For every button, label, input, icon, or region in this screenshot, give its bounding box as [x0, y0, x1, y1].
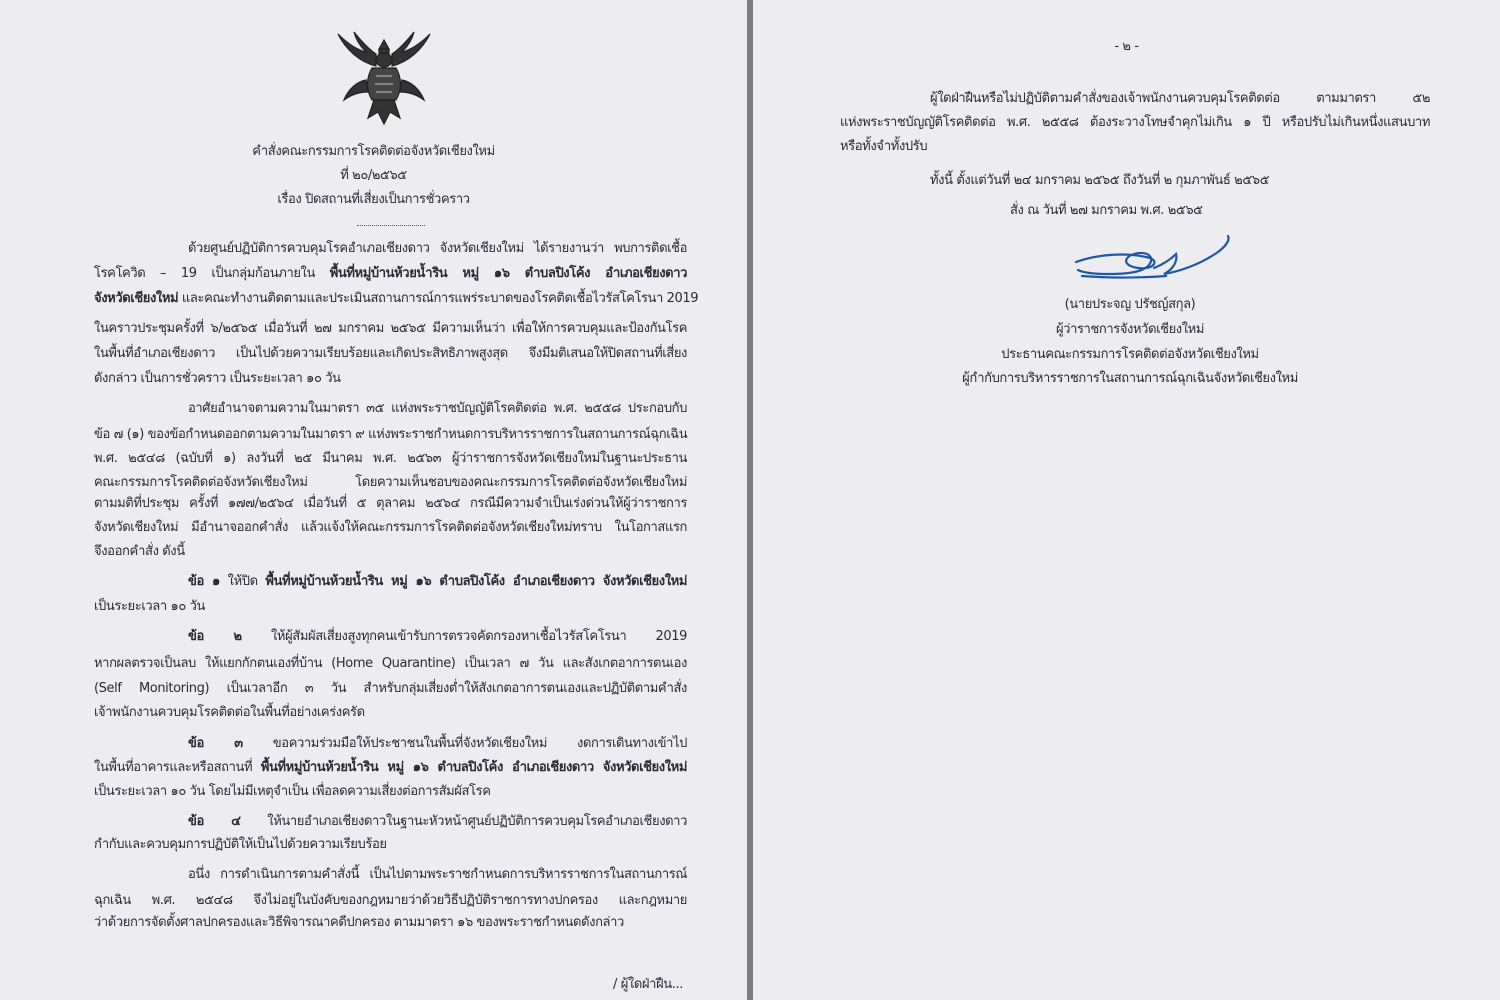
order-number: ที่ ๒๐/๒๕๖๕: [340, 168, 407, 183]
garuda-emblem-icon: [330, 26, 438, 134]
header-divider: [357, 225, 425, 226]
para3-line2: ฉุกเฉิน พ.ศ. ๒๕๔๘ จึงไม่อยู่ในบังคับของกฎหมายว่าด้วยวิธีปฏิบัติราชการทางปกครอง และกฎหมาย: [94, 893, 687, 908]
penalty-line3: หรือทั้งจำทั้งปรับ: [840, 139, 928, 154]
signer-title-1: ผู้ว่าราชการจังหวัดเชียงใหม่: [1055, 322, 1205, 337]
item4-line1: ข้อ ๔ ให้นายอำเภอเชียงดาวในฐานะหัวหน้าศูนย์ปฏิบัติการควบคุมโรคอำเภอเชียงดาว: [188, 814, 687, 829]
para1-line6: ดังกล่าว เป็นการชั่วคราว เป็นระยะเวลา ๑๐ วัน: [94, 371, 341, 386]
page-number: - ๒ -: [1114, 39, 1139, 54]
penalty-line1: ผู้ใดฝ่าฝืนหรือไม่ปฏิบัติตามคำสั่งของเจ้าพนักงานควบคุมโรคติดต่อ ตามมาตรา ๕๒: [930, 91, 1430, 106]
item2-line1: ข้อ ๒ ให้ผู้สัมผัสเสี่ยงสูงทุกคนเข้ารับการตรวจคัดกรองหาเชื้อไวรัสโคโรนา 2019: [188, 629, 687, 644]
item3-line1: ข้อ ๓ ขอความร่วมมือให้ประชาชนในพื้นที่จังหวัดเชียงใหม่ งดการเดินทางเข้าไป: [188, 736, 687, 751]
para1-line2: โรคโควิด – 19 เป็นกลุ่มก้อนภายใน พื้นที่หมู่บ้านห้วยน้ำริน หมู่ ๑๖ ตำบลปิงโค้ง อำเภอเชียงดาว: [94, 266, 688, 281]
item1-line1: ข้อ ๑ ให้ปิด พื้นที่หมู่บ้านห้วยน้ำริน หมู่ ๑๖ ตำบลปิงโค้ง อำเภอเชียงดาว จังหวัดเชียงใหม่: [188, 574, 687, 589]
para3-line1: อนึ่ง การดำเนินการตามคำสั่งนี้ เป็นไปตามพระราชกำหนดการบริหารราชการในสถานการณ์: [188, 867, 687, 882]
para3-line3: ว่าด้วยการจัดตั้งศาลปกครองและวิธีพิจารณาคดีปกครอง ตามมาตรา ๑๖ ของพระราชกำหนดดังกล่าว: [94, 915, 624, 930]
para2-line3: พ.ศ. ๒๕๔๘ (ฉบับที่ ๑) ลงวันที่ ๒๕ มีนาคม พ.ศ. ๒๕๖๓ ผู้ว่าราชการจังหวัดเชียงใหม่ในฐานะประธาน: [94, 451, 687, 466]
para2-line6: จังหวัดเชียงใหม่ มีอำนาจออกคำสั่ง แล้วแจ้งให้คณะกรรมการโรคติดต่อจังหวัดเชียงใหม่ทราบ ในโอกาสแรก: [94, 520, 687, 535]
effective-period: ทั้งนี้ ตั้งแต่วันที่ ๒๔ มกราคม ๒๕๖๕ ถึงวันที่ ๒ กุมภาพันธ์ ๒๕๖๕: [930, 173, 1270, 188]
continuation-note: / ผู้ใดฝ่าฝืน...: [613, 977, 683, 992]
signer-title-3: ผู้กำกับการบริหารราชการในสถานการณ์ฉุกเฉินจังหวัดเชียงใหม่: [962, 371, 1298, 386]
para1-line5: ในพื้นที่อำเภอเชียงดาว เป็นไปด้วยความเรียบร้อยและเกิดประสิทธิภาพสูงสุด จึงมีมติเสนอให้ปิดสถานที่เสี่ยง: [94, 346, 687, 361]
para1-line1: ด้วยศูนย์ปฏิบัติการควบคุมโรคอำเภอเชียงดาว จังหวัดเชียงใหม่ ได้รายงานว่า พบการติดเชื้อ: [188, 241, 687, 256]
para2-line2: ข้อ ๗ (๑) ของข้อกำหนดออกตามความในมาตรา ๙ แห่งพระราชกำหนดการบริหารราชการในสถานการณ์ฉุกเฉิน: [94, 427, 688, 442]
para2-line1: อาศัยอำนาจตามความในมาตรา ๓๕ แห่งพระราชบัญญัติโรคติดต่อ พ.ศ. ๒๕๕๘ ประกอบกับ: [188, 401, 687, 416]
handwritten-signature-icon: [1068, 232, 1236, 292]
para2-line5: ตามมติที่ประชุม ครั้งที่ ๑๗๗/๒๕๖๔ เมื่อวันที่ ๕ ตุลาคม ๒๕๖๔ กรณีมีความจำเป็นเร่งด่วนให้ผู้ว่าราชการ: [94, 496, 687, 511]
para2-line4: คณะกรรมการโรคติดต่อจังหวัดเชียงใหม่ โดยความเห็นชอบของคณะกรรมการโรคติดต่อจังหวัดเชียงใหม่: [94, 475, 687, 490]
item3-line2: ในพื้นที่อาคารและหรือสถานที่ พื้นที่หมู่บ้านห้วยน้ำริน หมู่ ๑๖ ตำบลปิงโค้ง อำเภอเชียงดาว จังหวัดเชียงใหม่: [94, 760, 687, 775]
item2-line3: (Self Monitoring) เป็นเวลาอีก ๓ วัน สำหรับกลุ่มเสี่ยงต่ำให้สังเกตอาการตนเองและปฏิบัติตามคำสั่ง: [94, 681, 687, 696]
para2-line7: จึงออกคำสั่ง ดังนี้: [94, 544, 185, 559]
document-page-2: [753, 0, 1500, 1000]
item3-line3: เป็นระยะเวลา ๑๐ วัน โดยไม่มีเหตุจำเป็น เพื่อลดความเสี่ยงต่อการสัมผัสโรค: [94, 784, 491, 799]
document-page-1: [0, 0, 747, 1000]
signer-name: (นายประจญ ปรัชญ์สกุล): [1064, 297, 1196, 312]
signer-title-2: ประธานคณะกรรมการโรคติดต่อจังหวัดเชียงใหม่: [1001, 347, 1259, 362]
item2-line4: เจ้าพนักงานควบคุมโรคติดต่อในพื้นที่อย่างเคร่งครัด: [94, 705, 365, 720]
para1-line4: ในคราวประชุมครั้งที่ ๖/๒๕๖๕ เมื่อวันที่ ๒๗ มกราคม ๒๕๖๕ มีความเห็นว่า เพื่อให้การควบคุมและป้องกันโรค: [94, 321, 687, 336]
order-subject: เรื่อง ปิดสถานที่เสี่ยงเป็นการชั่วคราว: [277, 192, 470, 207]
item4-line2: กำกับและควบคุมการปฏิบัติให้เป็นไปด้วยความเรียบร้อย: [94, 837, 387, 852]
item1-line2: เป็นระยะเวลา ๑๐ วัน: [94, 599, 205, 614]
penalty-line2: แห่งพระราชบัญญัติโรคติดต่อ พ.ศ. ๒๕๕๘ ต้องระวางโทษจำคุกไม่เกิน ๑ ปี หรือปรับไม่เกินหนึ่งแสนบาท: [840, 115, 1430, 130]
order-title: คำสั่งคณะกรรมการโรคติดต่อจังหวัดเชียงใหม่: [252, 144, 495, 159]
order-date: สั่ง ณ วันที่ ๒๗ มกราคม พ.ศ. ๒๕๖๕: [1010, 203, 1203, 218]
para1-line3: จังหวัดเชียงใหม่ และคณะทำงานติดตามและประเมินสถานการณ์การแพร่ระบาดของโรคติดเชื้อไวรัสโคโรนา 2019: [94, 291, 699, 306]
item2-line2: หากผลตรวจเป็นลบ ให้แยกกักตนเองที่บ้าน (Home Quarantine) เป็นเวลา ๗ วัน และสังเกตอาการตนเอง: [94, 656, 687, 671]
